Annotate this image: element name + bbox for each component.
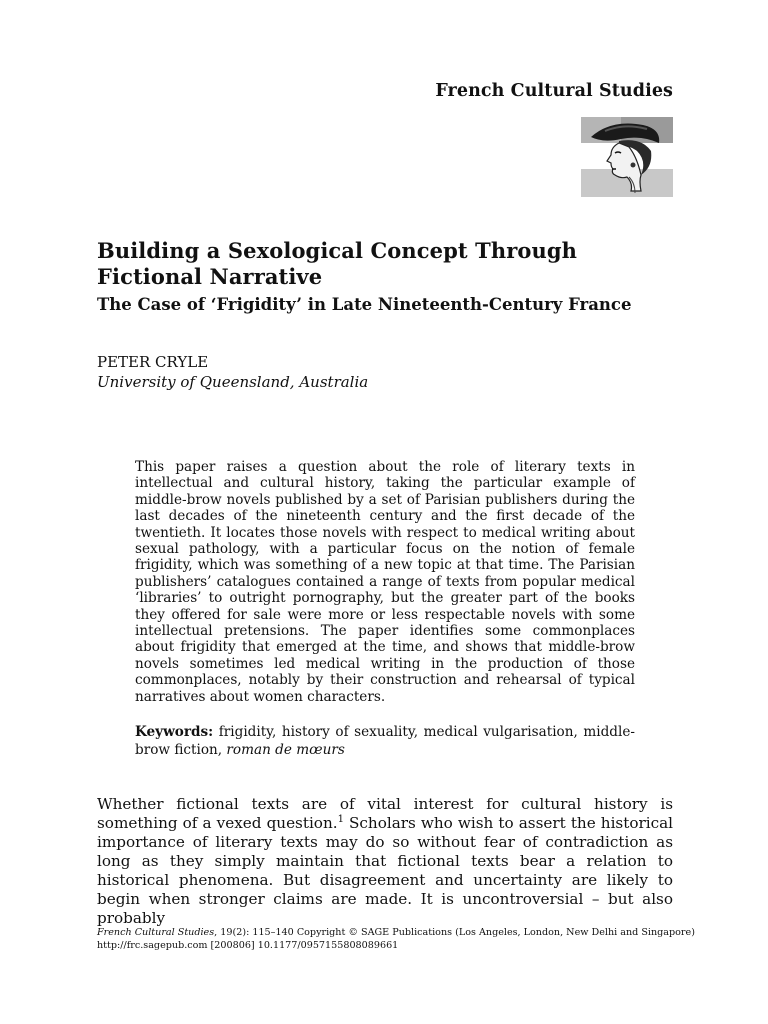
author-name: PETER CRYLE (97, 353, 209, 371)
keywords-label: Keywords: (135, 724, 214, 740)
footnote-marker: 1 (337, 813, 344, 825)
article-subtitle: The Case of ‘Frigidity’ in Late Nineteenth-Century France (97, 295, 632, 314)
footer-url-doi: http://frc.sagepub.com [200806] 10.1177/0957155808089661 (97, 940, 399, 951)
keywords-list: frigidity, history of sexuality, medical vulgarisation, middle-brow fiction, (135, 724, 635, 758)
footer-citation: , 19(2): 115–140 Copyright © SAGE Publications (Los Angeles, London, New Delhi and Singapore) (214, 927, 695, 938)
citation-footer (97, 927, 697, 939)
author-affiliation: University of Queensland, Australia (97, 373, 369, 391)
body-text-start: Whether fictional texts are of vital interest for cultural history is something of a vexed question. (97, 795, 673, 832)
keywords-italic-term: roman de mœurs (226, 742, 345, 758)
journal-title: French Cultural Studies (435, 81, 673, 101)
journal-logo-portrait (581, 117, 673, 197)
article-title: Building a Sexological Concept Through Fictional Narrative (97, 238, 578, 289)
body-text-rest: Scholars who wish to assert the historical importance of literary texts may do so without fear of contradiction as long as they simply maintain that fictional texts bear a relation to historical phenomena. But disagreement and uncertainty are likely to begin when stronger claims are made. It is uncontroversial – but also probably (97, 814, 673, 927)
abstract-text: This paper raises a question about the role of literary texts in intellectual and cultural history, taking the particular example of middle-brow novels published by a set of Parisian publishers during the last decades of the nineteenth century and the first decade of the twentieth. It locates those novels with respect to medical writing about sexual pathology, with a particular focus on the notion of female frigidity, which was something of a new topic at that time. The Parisian publishers’ catalogues contained a range of texts from popular medical ‘libraries’ to outright pornography, but the greater part of the books they offered for sale were more or less respectable novels with some intellectual pretensions. The paper identifies some commonplaces about frigidity that emerged at the time, and shows that middle-brow novels sometimes led medical writing in the production of those commonplaces, notably by their construction and rehearsal of typical narratives about women characters. (135, 459, 635, 705)
body-paragraph (97, 795, 673, 928)
footer-journal: French Cultural Studies (97, 927, 215, 938)
keywords (135, 723, 635, 759)
